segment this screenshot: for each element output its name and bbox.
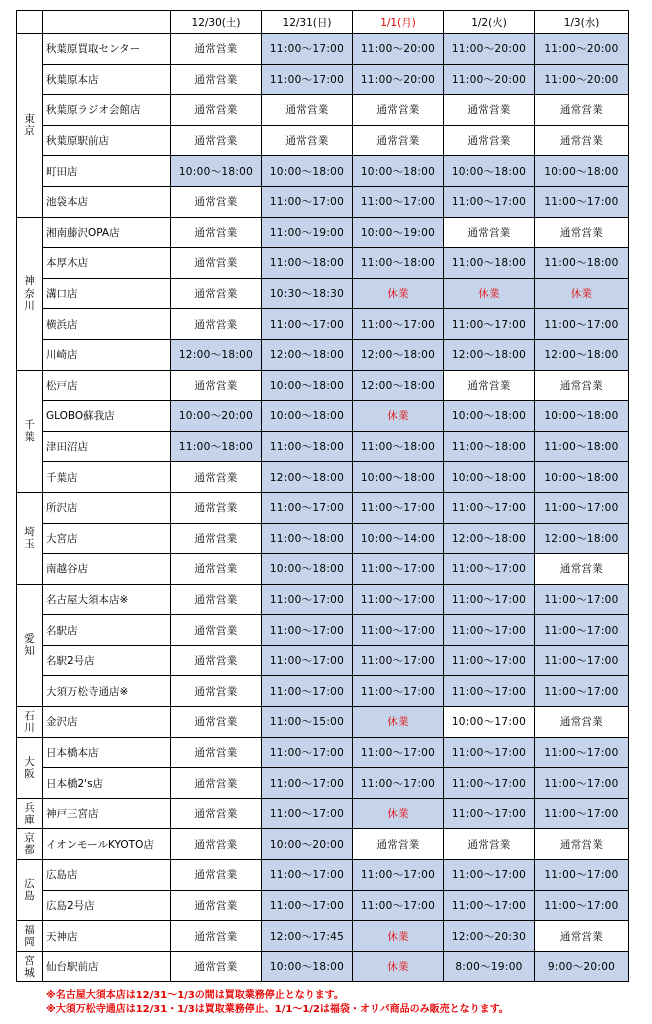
hours-cell: 11:00〜17:00 <box>535 584 629 615</box>
hours-cell: 通常営業 <box>171 676 262 707</box>
hours-cell: 11:00〜17:00 <box>262 34 353 65</box>
hours-cell: 11:00〜17:00 <box>535 615 629 646</box>
hours-cell: 通常営業 <box>171 95 262 126</box>
store-name: 大宮店 <box>43 523 171 554</box>
hours-cell: 通常営業 <box>171 462 262 493</box>
table-row <box>17 278 629 309</box>
hours-cell: 休業 <box>353 921 444 952</box>
date-header: 12/31(日) <box>262 11 353 34</box>
hours-cell: 10:00〜18:00 <box>262 951 353 982</box>
region-text: 石川 <box>24 709 35 734</box>
hours-cell: 11:00〜17:00 <box>262 676 353 707</box>
region-text: 宮城 <box>24 954 35 979</box>
hours-cell: 10:00〜18:00 <box>535 156 629 187</box>
hours-cell: 9:00〜20:00 <box>535 951 629 982</box>
hours-cell: 通常営業 <box>444 370 535 401</box>
hours-cell: 10:00〜18:00 <box>353 462 444 493</box>
hours-cell: 通常営業 <box>535 829 629 860</box>
store-name: 溝口店 <box>43 278 171 309</box>
hours-cell: 12:00〜18:00 <box>444 339 535 370</box>
hours-cell: 11:00〜17:00 <box>444 186 535 217</box>
hours-cell: 通常営業 <box>444 217 535 248</box>
hours-cell: 10:00〜18:00 <box>353 156 444 187</box>
region-label <box>17 951 43 982</box>
hours-cell: 11:00〜17:00 <box>535 309 629 340</box>
hours-cell: 通常営業 <box>535 95 629 126</box>
table-row <box>17 554 629 585</box>
hours-cell: 11:00〜17:00 <box>353 676 444 707</box>
hours-cell: 10:00〜18:00 <box>262 401 353 432</box>
hours-cell: 11:00〜19:00 <box>262 217 353 248</box>
notes <box>46 989 509 1017</box>
hours-cell: 通常営業 <box>171 125 262 156</box>
hours-cell: 11:00〜18:00 <box>535 431 629 462</box>
store-name: 所沢店 <box>43 492 171 523</box>
hours-cell: 10:00〜18:00 <box>444 401 535 432</box>
hours-cell: 11:00〜20:00 <box>444 64 535 95</box>
hours-cell: 11:00〜18:00 <box>444 431 535 462</box>
hours-cell: 11:00〜18:00 <box>353 248 444 279</box>
hours-cell: 通常営業 <box>353 829 444 860</box>
hours-cell: 11:00〜18:00 <box>535 248 629 279</box>
hours-cell: 通常営業 <box>171 370 262 401</box>
hours-cell: 11:00〜17:00 <box>535 737 629 768</box>
hours-cell: 11:00〜17:00 <box>353 492 444 523</box>
hours-cell: 通常営業 <box>171 860 262 891</box>
hours-cell: 11:00〜17:00 <box>535 645 629 676</box>
hours-cell: 11:00〜18:00 <box>353 431 444 462</box>
hours-cell: 11:00〜17:00 <box>444 768 535 799</box>
hours-cell: 11:00〜17:00 <box>444 645 535 676</box>
hours-cell: 11:00〜17:00 <box>262 186 353 217</box>
hours-cell: 休業 <box>353 278 444 309</box>
hours-cell: 11:00〜18:00 <box>171 431 262 462</box>
hours-cell: 通常営業 <box>535 921 629 952</box>
hours-cell: 休業 <box>353 798 444 829</box>
hours-cell: 通常営業 <box>171 737 262 768</box>
region-text: 広島 <box>24 878 35 903</box>
hours-cell: 通常営業 <box>535 370 629 401</box>
hours-cell: 11:00〜17:00 <box>444 584 535 615</box>
table-row <box>17 431 629 462</box>
table-row <box>17 339 629 370</box>
store-hours-table <box>16 10 629 982</box>
hours-cell: 休業 <box>353 707 444 738</box>
hours-cell: 通常営業 <box>171 890 262 921</box>
table-row <box>17 829 629 860</box>
store-name: 秋葉原本店 <box>43 64 171 95</box>
region-label <box>17 921 43 952</box>
hours-cell: 10:00〜14:00 <box>353 523 444 554</box>
table-row <box>17 615 629 646</box>
hours-cell: 通常営業 <box>444 125 535 156</box>
hours-cell: 通常営業 <box>171 523 262 554</box>
region-label <box>17 370 43 492</box>
hours-cell: 11:00〜17:00 <box>262 615 353 646</box>
hours-cell: 11:00〜17:00 <box>535 186 629 217</box>
store-name: 池袋本店 <box>43 186 171 217</box>
hours-cell: 通常営業 <box>444 829 535 860</box>
region-label <box>17 584 43 706</box>
table-row <box>17 707 629 738</box>
hours-cell: 11:00〜17:00 <box>262 584 353 615</box>
hours-cell: 10:00〜18:00 <box>444 156 535 187</box>
region-text: 東京 <box>24 113 35 138</box>
hours-cell: 通常営業 <box>171 615 262 646</box>
hours-cell: 11:00〜17:00 <box>353 890 444 921</box>
table-row <box>17 64 629 95</box>
store-name: 金沢店 <box>43 707 171 738</box>
hours-cell: 11:00〜18:00 <box>444 248 535 279</box>
note: ※大須万松寺通店は12/31・1/3は買取業務停止、1/1〜1/2は福袋・オリパ商品のみ販売となります。 <box>46 1004 509 1015</box>
hours-cell: 11:00〜17:00 <box>444 615 535 646</box>
store-name: 秋葉原駅前店 <box>43 125 171 156</box>
hours-cell: 11:00〜17:00 <box>444 676 535 707</box>
store-name: 広島店 <box>43 860 171 891</box>
hours-cell: 11:00〜17:00 <box>353 737 444 768</box>
store-name: 横浜店 <box>43 309 171 340</box>
hours-cell: 11:00〜17:00 <box>353 860 444 891</box>
hours-cell: 12:00〜18:00 <box>353 339 444 370</box>
table-row <box>17 309 629 340</box>
hours-cell: 通常営業 <box>171 768 262 799</box>
hours-cell: 11:00〜17:00 <box>262 768 353 799</box>
hours-cell: 11:00〜17:00 <box>262 860 353 891</box>
hours-cell: 通常営業 <box>171 829 262 860</box>
hours-cell: 12:00〜18:00 <box>262 339 353 370</box>
hours-cell: 通常営業 <box>262 95 353 126</box>
region-label <box>17 737 43 798</box>
store-name: 松戸店 <box>43 370 171 401</box>
hours-cell: 11:00〜15:00 <box>262 707 353 738</box>
table-row <box>17 951 629 982</box>
table-row <box>17 860 629 891</box>
hours-cell: 休業 <box>353 951 444 982</box>
region-text: 兵庫 <box>24 801 35 826</box>
hours-cell: 通常営業 <box>171 492 262 523</box>
region-label <box>17 217 43 370</box>
store-name: GLOBO蘇我店 <box>43 401 171 432</box>
store-name: 川崎店 <box>43 339 171 370</box>
store-name: 広島2号店 <box>43 890 171 921</box>
store-name: 町田店 <box>43 156 171 187</box>
table-row <box>17 492 629 523</box>
hours-cell: 通常営業 <box>444 95 535 126</box>
hours-cell: 10:00〜17:00 <box>444 707 535 738</box>
hours-cell: 11:00〜17:00 <box>535 798 629 829</box>
table-row <box>17 798 629 829</box>
hours-cell: 12:00〜18:00 <box>444 523 535 554</box>
date-header: 1/3(水) <box>535 11 629 34</box>
hours-cell: 10:00〜18:00 <box>262 370 353 401</box>
table-row <box>17 370 629 401</box>
store-name: 本厚木店 <box>43 248 171 279</box>
hours-cell: 11:00〜18:00 <box>262 248 353 279</box>
table-row <box>17 676 629 707</box>
store-name: 津田沼店 <box>43 431 171 462</box>
hours-cell: 10:00〜18:00 <box>262 156 353 187</box>
table-row <box>17 523 629 554</box>
hours-cell: 11:00〜20:00 <box>353 34 444 65</box>
table-row <box>17 95 629 126</box>
hours-cell: 12:00〜18:00 <box>535 339 629 370</box>
hours-cell: 11:00〜17:00 <box>535 676 629 707</box>
region-text: 埼玉 <box>24 526 35 551</box>
region-label <box>17 829 43 860</box>
hours-cell: 10:00〜20:00 <box>262 829 353 860</box>
hours-cell: 通常営業 <box>171 584 262 615</box>
store-name: 湘南藤沢OPA店 <box>43 217 171 248</box>
hours-cell: 10:00〜18:00 <box>535 401 629 432</box>
hours-cell: 11:00〜17:00 <box>444 860 535 891</box>
hours-cell: 通常営業 <box>171 278 262 309</box>
hours-cell: 11:00〜17:00 <box>535 768 629 799</box>
hours-cell: 11:00〜20:00 <box>353 64 444 95</box>
hours-cell: 通常営業 <box>353 125 444 156</box>
hours-cell: 10:00〜18:00 <box>262 554 353 585</box>
hours-cell: 通常営業 <box>171 554 262 585</box>
table-row <box>17 125 629 156</box>
hours-cell: 11:00〜17:00 <box>535 890 629 921</box>
store-name: 日本橋2's店 <box>43 768 171 799</box>
hours-cell: 通常営業 <box>535 554 629 585</box>
hours-cell: 通常営業 <box>535 125 629 156</box>
hours-cell: 11:00〜17:00 <box>353 186 444 217</box>
hours-cell: 11:00〜17:00 <box>353 768 444 799</box>
table-row <box>17 737 629 768</box>
region-label <box>17 34 43 218</box>
hours-cell: 11:00〜17:00 <box>535 860 629 891</box>
hours-cell: 11:00〜17:00 <box>353 615 444 646</box>
hours-cell: 10:00〜20:00 <box>171 401 262 432</box>
store-name: 日本橋本店 <box>43 737 171 768</box>
hours-cell: 休業 <box>444 278 535 309</box>
table-row <box>17 645 629 676</box>
hours-cell: 12:00〜18:00 <box>262 462 353 493</box>
region-text: 大阪 <box>24 755 35 780</box>
header-row <box>17 11 629 34</box>
table-row <box>17 462 629 493</box>
hours-cell: 8:00〜19:00 <box>444 951 535 982</box>
hours-cell: 12:00〜18:00 <box>353 370 444 401</box>
hours-cell: 11:00〜17:00 <box>262 492 353 523</box>
hours-cell: 通常営業 <box>171 309 262 340</box>
table-row <box>17 156 629 187</box>
store-name: 南越谷店 <box>43 554 171 585</box>
hours-cell: 通常営業 <box>171 645 262 676</box>
hours-cell: 12:00〜18:00 <box>535 523 629 554</box>
store-name: 名古屋大須本店※ <box>43 584 171 615</box>
hours-cell: 通常営業 <box>262 125 353 156</box>
hours-cell: 通常営業 <box>171 798 262 829</box>
store-header-cell <box>43 11 171 34</box>
hours-cell: 10:00〜18:00 <box>535 462 629 493</box>
hours-cell: 11:00〜17:00 <box>444 890 535 921</box>
store-name: 仙台駅前店 <box>43 951 171 982</box>
date-header: 1/1(月) <box>353 11 444 34</box>
hours-cell: 通常営業 <box>171 186 262 217</box>
date-header: 1/2(火) <box>444 11 535 34</box>
hours-cell: 10:30〜18:30 <box>262 278 353 309</box>
hours-cell: 11:00〜18:00 <box>262 523 353 554</box>
hours-cell: 休業 <box>535 278 629 309</box>
store-name: 名駅2号店 <box>43 645 171 676</box>
hours-cell: 通常営業 <box>171 921 262 952</box>
hours-cell: 10:00〜19:00 <box>353 217 444 248</box>
store-name: 名駅店 <box>43 615 171 646</box>
hours-cell: 11:00〜17:00 <box>444 492 535 523</box>
hours-cell: 11:00〜17:00 <box>444 554 535 585</box>
hours-cell: 通常営業 <box>535 707 629 738</box>
note: ※名古屋大須本店は12/31〜1/3の間は買取業務停止となります。 <box>46 990 344 1001</box>
table-row <box>17 890 629 921</box>
hours-cell: 11:00〜17:00 <box>353 584 444 615</box>
hours-cell: 12:00〜17:45 <box>262 921 353 952</box>
hours-cell: 休業 <box>353 401 444 432</box>
store-name: 大須万松寺通店※ <box>43 676 171 707</box>
table-row <box>17 768 629 799</box>
store-name: 秋葉原ラジオ会館店 <box>43 95 171 126</box>
region-text: 千葉 <box>24 419 35 444</box>
table-row <box>17 186 629 217</box>
date-header: 12/30(土) <box>171 11 262 34</box>
hours-cell: 11:00〜20:00 <box>535 64 629 95</box>
hours-cell: 12:00〜20:30 <box>444 921 535 952</box>
store-rows <box>17 34 629 982</box>
hours-cell: 10:00〜18:00 <box>444 462 535 493</box>
hours-cell: 通常営業 <box>535 217 629 248</box>
hours-cell: 12:00〜18:00 <box>171 339 262 370</box>
hours-cell: 11:00〜17:00 <box>444 309 535 340</box>
region-label <box>17 798 43 829</box>
hours-cell: 11:00〜17:00 <box>353 645 444 676</box>
region-text: 福岡 <box>24 923 35 949</box>
region-text: 京都 <box>24 832 35 857</box>
table-row <box>17 248 629 279</box>
hours-cell: 11:00〜17:00 <box>262 64 353 95</box>
store-name: イオンモールKYOTO店 <box>43 829 171 860</box>
hours-cell: 11:00〜17:00 <box>262 645 353 676</box>
hours-cell: 通常営業 <box>171 248 262 279</box>
region-label <box>17 492 43 584</box>
hours-cell: 11:00〜17:00 <box>444 737 535 768</box>
table-row <box>17 34 629 65</box>
hours-cell: 通常営業 <box>171 707 262 738</box>
hours-cell: 通常営業 <box>171 64 262 95</box>
hours-cell: 11:00〜17:00 <box>535 492 629 523</box>
hours-cell: 10:00〜18:00 <box>171 156 262 187</box>
hours-cell: 11:00〜18:00 <box>262 431 353 462</box>
store-name: 千葉店 <box>43 462 171 493</box>
hours-cell: 通常営業 <box>171 217 262 248</box>
hours-cell: 11:00〜17:00 <box>353 554 444 585</box>
table-row <box>17 584 629 615</box>
hours-cell: 通常営業 <box>171 951 262 982</box>
hours-cell: 11:00〜17:00 <box>262 737 353 768</box>
region-text: 神奈川 <box>24 275 35 312</box>
table-row <box>17 217 629 248</box>
hours-cell: 11:00〜17:00 <box>444 798 535 829</box>
store-name: 秋葉原買取センター <box>43 34 171 65</box>
hours-cell: 11:00〜17:00 <box>262 798 353 829</box>
region-text: 愛知 <box>24 633 35 658</box>
hours-cell: 11:00〜17:00 <box>262 309 353 340</box>
hours-cell: 11:00〜17:00 <box>262 890 353 921</box>
hours-cell: 11:00〜20:00 <box>444 34 535 65</box>
table-row <box>17 921 629 952</box>
hours-cell: 11:00〜17:00 <box>353 309 444 340</box>
hours-cell: 通常営業 <box>353 95 444 126</box>
region-label <box>17 860 43 921</box>
corner-cell <box>17 11 43 34</box>
table-row <box>17 401 629 432</box>
store-name: 天神店 <box>43 921 171 952</box>
hours-cell: 11:00〜20:00 <box>535 34 629 65</box>
region-label <box>17 707 43 738</box>
store-name: 神戸三宮店 <box>43 798 171 829</box>
hours-cell: 通常営業 <box>171 34 262 65</box>
